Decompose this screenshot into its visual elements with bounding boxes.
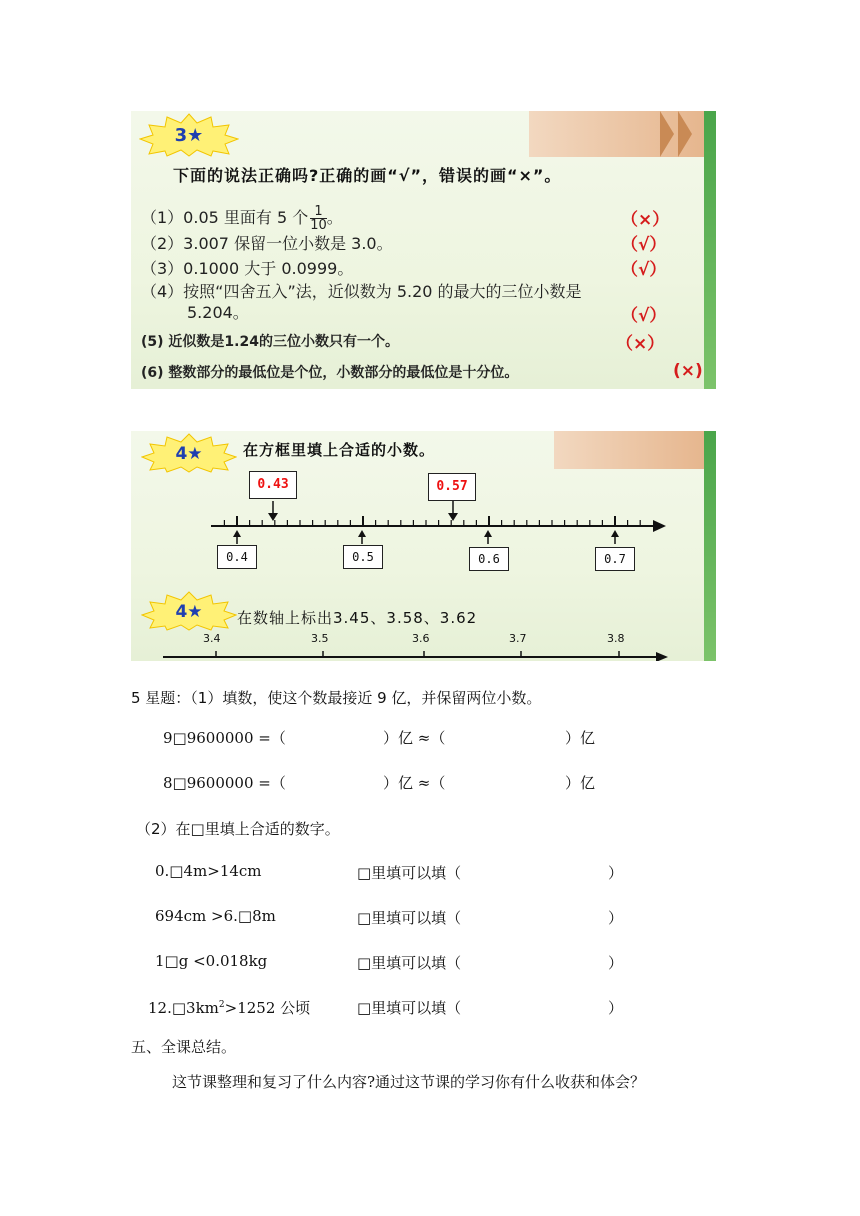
axis-label: 3.4 <box>203 632 221 645</box>
answer-mark: （×） <box>616 334 665 354</box>
q5-row-2-left: 8□9600000 =（ <box>163 774 286 792</box>
tick-label-box: 0.4 <box>217 545 257 569</box>
answer-mark: （√） <box>621 306 667 326</box>
question-title: 下面的说法正确吗?正确的画“√”，错误的画“×”。 <box>173 166 562 185</box>
fraction: $\frac{1}{10}$ <box>310 204 327 233</box>
q5-row-1-right: ）亿 <box>565 729 596 747</box>
statement-2: （2）3.007 保留一位小数是 3.0。 <box>141 234 393 253</box>
badge-label: 3★ <box>174 125 204 146</box>
q5-row-2-mid: ）亿 ≈（ <box>383 774 446 792</box>
tick-marks <box>224 516 640 526</box>
answer-box: 0.43 <box>249 471 297 499</box>
statement-4-cont: 5.204。 <box>187 303 249 322</box>
tick-label-box: 0.5 <box>343 545 383 569</box>
answer-mark: （√） <box>621 260 667 280</box>
fill-row-1-right: □里填可以填（ <box>357 864 462 882</box>
fill-row-1-left: 0.□4m>14cm <box>155 862 262 880</box>
fill-row-3-close: ） <box>608 954 624 972</box>
answer-mark: (×) <box>673 361 703 381</box>
summary-heading: 五、全课总结。 <box>131 1038 237 1056</box>
q5-heading: 5 星题：（1）填数，使这个数最接近 9 亿，并保留两位小数。 <box>131 689 542 707</box>
statement-4: （4）按照“四舍五入”法，近似数为 5.20 的最大的三位小数是 <box>141 282 582 301</box>
question-title: 在方框里填上合适的小数。 <box>243 441 436 459</box>
axis-label: 3.5 <box>311 632 329 645</box>
q5-row-2-right: ）亿 <box>565 774 596 792</box>
axis-label: 3.7 <box>509 632 527 645</box>
exercise-panel-4 <box>131 431 716 661</box>
statement-3: （3）0.1000 大于 0.0999。 <box>141 259 354 278</box>
q5-sub2: （2）在□里填上合适的数字。 <box>136 820 340 838</box>
axis-label: 3.8 <box>607 632 625 645</box>
exercise-panel-3 <box>131 111 716 389</box>
question-title: 在数轴上标出3.45、3.58、3.62 <box>237 609 478 627</box>
summary-text: 这节课整理和复习了什么内容?通过这节课的学习你有什么收获和体会？ <box>172 1073 646 1091</box>
badge-label: 4★ <box>175 444 203 464</box>
answer-mark: （√） <box>621 235 667 255</box>
fill-row-2-close: ） <box>608 909 624 927</box>
answer-mark: （×） <box>621 210 670 230</box>
fill-row-1-close: ） <box>608 864 624 882</box>
star-badge-icon <box>139 113 239 157</box>
axis-label: 3.6 <box>412 632 430 645</box>
fill-row-3-right: □里填可以填（ <box>357 954 462 972</box>
q5-row-1-left: 9□9600000 =（ <box>163 729 286 747</box>
chevron-decoration <box>660 111 674 157</box>
q5-row-1-mid: ）亿 ≈（ <box>383 729 446 747</box>
tick-label-box: 0.6 <box>469 547 509 571</box>
answer-box: 0.57 <box>428 473 476 501</box>
fill-row-2-right: □里填可以填（ <box>357 909 462 927</box>
star-badge-icon <box>141 591 237 631</box>
statement-1: （1）0.05 里面有 5 个 $\frac{1}{10}$ 。 <box>141 204 343 233</box>
badge-label: 4★ <box>175 602 203 622</box>
fill-row-3-left: 1□g <0.018kg <box>155 952 268 970</box>
fill-row-4-right: □里填可以填（ <box>357 999 462 1017</box>
fill-row-4-left: $12.□3km^2>1252$ 公顷 <box>148 999 311 1017</box>
fill-row-4-close: ） <box>608 999 624 1017</box>
chevron-decoration <box>678 111 692 157</box>
tick-label-box: 0.7 <box>595 547 635 571</box>
statement-5: (5) 近似数是1.24的三位小数只有一个。 <box>141 334 399 350</box>
statement-6: (6) 整数部分的最低位是个位，小数部分的最低位是十分位。 <box>141 365 519 381</box>
green-edge <box>704 111 716 389</box>
fill-row-2-left: 694cm >6.□8m <box>155 907 276 925</box>
